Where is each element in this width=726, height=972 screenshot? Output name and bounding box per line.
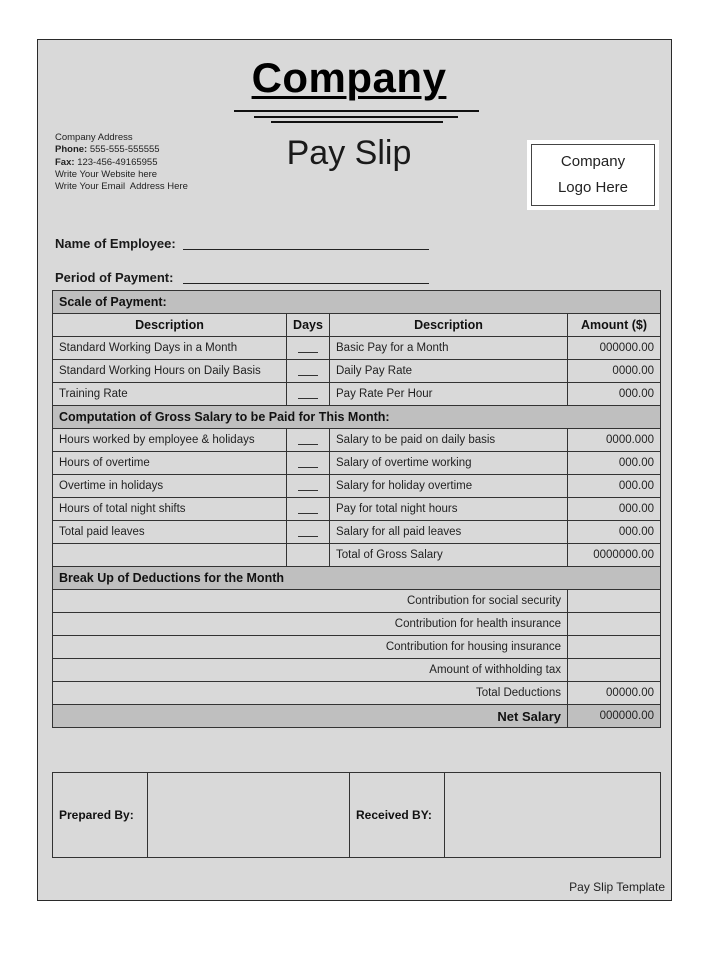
row-description: Salary for holiday overtime xyxy=(330,475,568,498)
days-input[interactable] xyxy=(287,521,330,544)
total-deductions-row xyxy=(53,682,661,705)
logo-text-line2: Logo Here xyxy=(557,179,629,196)
row-label: Overtime in holidays xyxy=(53,475,287,498)
deductions-section-title: Break Up of Deductions for the Month xyxy=(53,567,661,590)
employee-name-field[interactable] xyxy=(183,249,429,250)
company-address-block xyxy=(55,132,188,193)
section-header-row xyxy=(53,567,661,590)
row-description: Pay for total night hours xyxy=(330,498,568,521)
pay-slip-page xyxy=(37,39,672,901)
row-label: Standard Working Hours on Daily Basis xyxy=(53,360,287,383)
gross-total-row xyxy=(53,544,661,567)
column-header-row xyxy=(53,314,661,337)
row-label: Hours of overtime xyxy=(53,452,287,475)
deduction-label: Contribution for health insurance xyxy=(53,613,568,636)
logo-text-line1: Company xyxy=(560,153,626,170)
table-row xyxy=(53,383,661,406)
address-line: Company Address xyxy=(55,132,133,143)
website-line: Write Your Website here xyxy=(55,168,158,180)
footer-caption: Pay Slip Template xyxy=(569,880,665,894)
empty-cell xyxy=(287,544,330,567)
row-description: Salary for all paid leaves xyxy=(330,521,568,544)
row-label: Hours of total night shifts xyxy=(53,498,287,521)
payment-period-label: Period of Payment: xyxy=(55,270,174,285)
row-amount: 000.00 xyxy=(568,452,661,475)
deduction-label: Amount of withholding tax xyxy=(53,659,568,682)
row-amount: 000.00 xyxy=(568,498,661,521)
deduction-row xyxy=(53,659,661,682)
table-row xyxy=(53,521,661,544)
blank-line xyxy=(298,340,318,353)
scale-section-title: Scale of Payment: xyxy=(53,291,661,314)
deduction-amount[interactable] xyxy=(568,636,661,659)
row-description: Daily Pay Rate xyxy=(330,360,568,383)
days-input[interactable] xyxy=(287,383,330,406)
fax-value: 123-456-49165955 xyxy=(77,156,158,168)
row-description: Salary of overtime working xyxy=(330,452,568,475)
row-label: Total paid leaves xyxy=(53,521,287,544)
deduction-label: Contribution for housing insurance xyxy=(53,636,568,659)
deduction-amount[interactable] xyxy=(568,659,661,682)
payslip-table xyxy=(52,290,661,728)
deduction-row xyxy=(53,590,661,613)
title-rule-1 xyxy=(234,110,479,112)
row-description: Salary to be paid on daily basis xyxy=(330,429,568,452)
column-header-days: Days xyxy=(287,314,330,337)
column-header-description: Description xyxy=(53,314,287,337)
net-salary-label: Net Salary xyxy=(53,705,568,728)
empty-cell xyxy=(53,544,287,567)
days-input[interactable] xyxy=(287,498,330,521)
days-input[interactable] xyxy=(287,429,330,452)
title-rule-2 xyxy=(254,116,458,118)
logo-frame xyxy=(531,144,655,206)
deduction-row xyxy=(53,636,661,659)
table-row xyxy=(53,452,661,475)
table-row xyxy=(53,360,661,383)
prepared-by-field[interactable] xyxy=(148,773,350,858)
company-logo-placeholder xyxy=(527,140,659,210)
column-header-description-2: Description xyxy=(330,314,568,337)
section-header-row xyxy=(53,291,661,314)
row-amount: 0000.000 xyxy=(568,429,661,452)
table-row xyxy=(53,337,661,360)
title-rule-3 xyxy=(271,121,443,123)
row-amount: 000.00 xyxy=(568,521,661,544)
row-label: Training Rate xyxy=(53,383,287,406)
received-by-field[interactable] xyxy=(445,773,661,858)
days-input[interactable] xyxy=(287,475,330,498)
total-deductions-label: Total Deductions xyxy=(53,682,568,705)
row-amount: 000.00 xyxy=(568,383,661,406)
gross-total-amount: 0000000.00 xyxy=(568,544,661,567)
signature-row xyxy=(53,773,661,858)
blank-line xyxy=(298,455,318,468)
company-title: Company xyxy=(251,54,447,101)
row-label: Standard Working Days in a Month xyxy=(53,337,287,360)
section-header-row xyxy=(53,406,661,429)
total-deductions-amount: 00000.00 xyxy=(568,682,661,705)
deduction-amount[interactable] xyxy=(568,613,661,636)
blank-line xyxy=(298,432,318,445)
row-amount: 000.00 xyxy=(568,475,661,498)
days-input[interactable] xyxy=(287,452,330,475)
email-line: Write Your Email Address Here xyxy=(55,181,188,193)
blank-line xyxy=(298,363,318,376)
column-header-amount: Amount ($) xyxy=(568,314,661,337)
employee-name-label: Name of Employee: xyxy=(55,236,176,251)
row-description: Basic Pay for a Month xyxy=(330,337,568,360)
gross-section-title: Computation of Gross Salary to be Paid for This Month: xyxy=(53,406,661,429)
payment-period-field[interactable] xyxy=(183,283,429,284)
phone-line xyxy=(55,144,188,156)
blank-line xyxy=(298,524,318,537)
table-row xyxy=(53,475,661,498)
blank-line xyxy=(298,386,318,399)
fax-line xyxy=(55,157,188,169)
row-label: Hours worked by employee & holidays xyxy=(53,429,287,452)
deduction-amount[interactable] xyxy=(568,590,661,613)
blank-line xyxy=(298,501,318,514)
blank-line xyxy=(298,478,318,491)
table-row xyxy=(53,498,661,521)
gross-total-label: Total of Gross Salary xyxy=(330,544,568,567)
received-by-label: Received BY: xyxy=(350,773,445,858)
net-salary-amount: 000000.00 xyxy=(568,705,661,728)
table-row xyxy=(53,429,661,452)
days-input[interactable] xyxy=(287,360,330,383)
net-salary-row xyxy=(53,705,661,728)
row-amount: 000000.00 xyxy=(568,337,661,360)
fax-label: Fax: xyxy=(55,156,75,168)
days-input[interactable] xyxy=(287,337,330,360)
prepared-by-label: Prepared By: xyxy=(53,773,148,858)
phone-label: Phone: xyxy=(55,144,88,156)
document-title: Pay Slip xyxy=(286,134,412,172)
row-description: Pay Rate Per Hour xyxy=(330,383,568,406)
phone-value: 555-555-555555 xyxy=(89,144,160,156)
signature-table xyxy=(52,772,661,858)
deduction-label: Contribution for social security xyxy=(53,590,568,613)
deduction-row xyxy=(53,613,661,636)
row-amount: 0000.00 xyxy=(568,360,661,383)
